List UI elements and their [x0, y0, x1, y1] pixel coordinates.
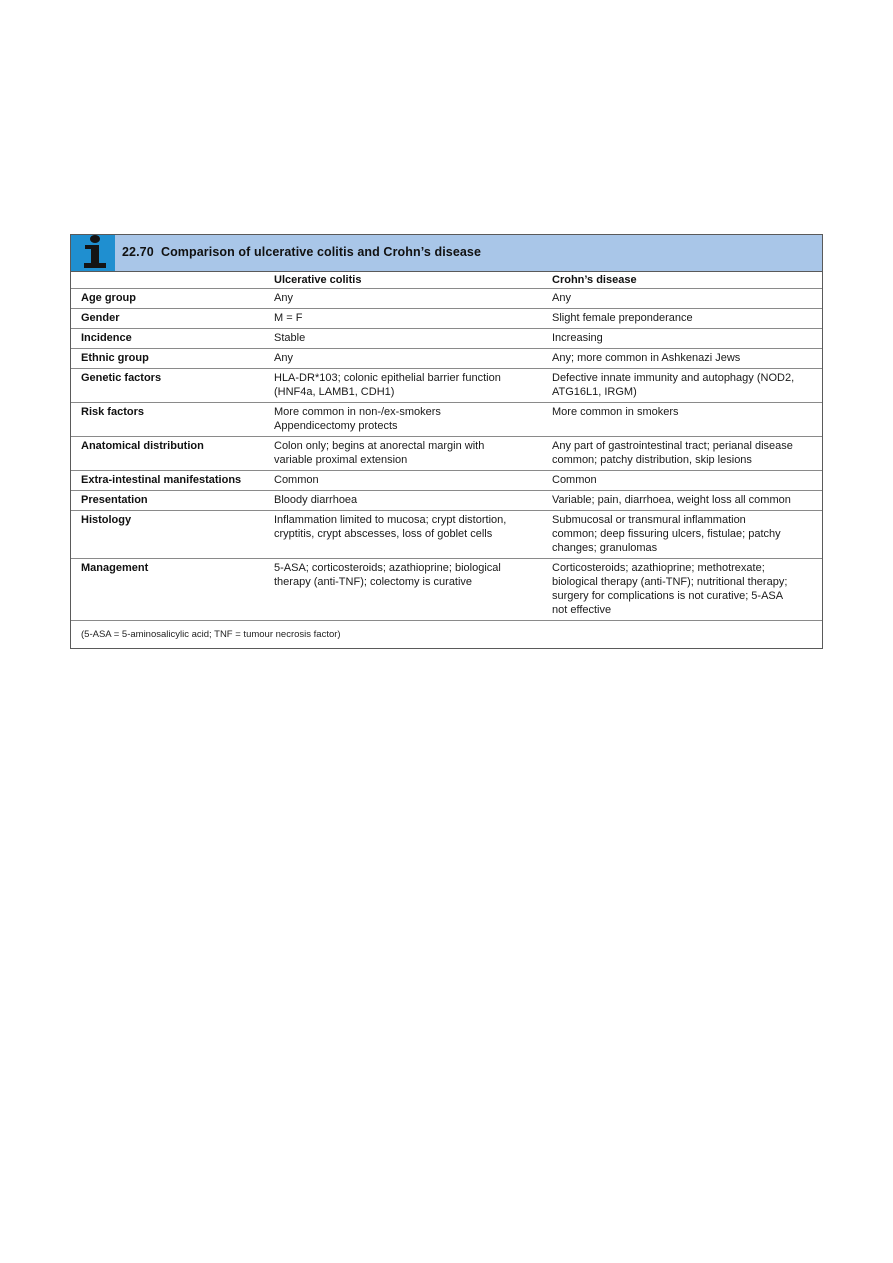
- cell-line: variable proximal extension: [274, 454, 408, 466]
- ulcerative-colitis-cell: [264, 437, 542, 471]
- cell-line: Any part of gastrointestinal tract; perianal disease: [552, 440, 793, 452]
- header-row: [71, 272, 822, 289]
- crohns-disease-cell: [542, 437, 822, 471]
- table-row: [71, 511, 822, 559]
- comparison-table-box: [70, 234, 823, 649]
- cell-line: (HNF4a, LAMB1, CDH1): [274, 386, 395, 398]
- row-label: Presentation: [81, 494, 148, 506]
- cell-line: Corticosteroids; azathioprine; methotrexate;: [552, 562, 765, 574]
- cell-line: Inflammation limited to mucosa; crypt distortion,: [274, 514, 507, 526]
- table-row: [71, 309, 822, 329]
- ulcerative-colitis-cell: [264, 309, 542, 329]
- crohns-disease-cell: [542, 511, 822, 559]
- table-row: [71, 349, 822, 369]
- table-row: [71, 289, 822, 309]
- crohns-disease-cell: [542, 289, 822, 309]
- ulcerative-colitis-cell: [264, 403, 542, 437]
- crohns-disease-cell: [542, 369, 822, 403]
- row-label: Management: [81, 562, 149, 574]
- ulcerative-colitis-cell: [264, 369, 542, 403]
- cell-line: cryptitis, crypt abscesses, loss of goblet cells: [274, 528, 493, 540]
- table-title-text: Comparison of ulcerative colitis and Crohn’s disease: [160, 245, 482, 259]
- table-title-banner: [71, 235, 822, 272]
- cell-line: common; deep fissuring ulcers, fistulae; patchy: [552, 528, 781, 540]
- row-label: Gender: [81, 312, 120, 324]
- cell-line: More common in smokers: [552, 406, 679, 418]
- ulcerative-colitis-cell: [264, 491, 542, 511]
- cell-line: Stable: [274, 332, 306, 344]
- cell-line: Slight female preponderance: [552, 312, 693, 324]
- cell-line: HLA-DR*103; colonic epithelial barrier function: [274, 372, 501, 384]
- crohns-disease-cell: [542, 349, 822, 369]
- table-row: [71, 471, 822, 491]
- cell-line: Variable; pain, diarrhoea, weight loss all common: [552, 494, 791, 506]
- row-label: Ethnic group: [81, 352, 149, 364]
- row-label: Risk factors: [81, 406, 144, 418]
- cell-line: Any; more common in Ashkenazi Jews: [552, 352, 741, 364]
- cell-line: Common: [274, 474, 319, 486]
- header-ulcerative-colitis: Ulcerative colitis: [274, 274, 362, 286]
- table-row: [71, 559, 822, 621]
- ulcerative-colitis-cell: [264, 329, 542, 349]
- cell-line: Increasing: [552, 332, 603, 344]
- cell-line: More common in non-/ex-smokers: [274, 406, 441, 418]
- cell-line: ATG16L1, IRGM): [552, 386, 637, 398]
- ulcerative-colitis-cell: [264, 511, 542, 559]
- row-label: Anatomical distribution: [81, 440, 204, 452]
- cell-line: 5-ASA; corticosteroids; azathioprine; biological: [274, 562, 501, 574]
- header-crohns-disease: Crohn’s disease: [552, 274, 637, 286]
- comparison-table: [71, 272, 822, 620]
- row-label: Histology: [81, 514, 132, 526]
- table-row: [71, 329, 822, 349]
- table-row: [71, 437, 822, 471]
- cell-line: Colon only; begins at anorectal margin with: [274, 440, 485, 452]
- crohns-disease-cell: [542, 309, 822, 329]
- row-label: Age group: [81, 292, 136, 304]
- row-label: Incidence: [81, 332, 132, 344]
- crohns-disease-cell: [542, 491, 822, 511]
- row-label: Extra-intestinal manifestations: [81, 474, 242, 486]
- cell-line: changes; granulomas: [552, 542, 658, 554]
- ulcerative-colitis-cell: [264, 289, 542, 309]
- table-title: [122, 245, 481, 259]
- cell-line: Bloody diarrhoea: [274, 494, 358, 506]
- cell-line: M = F: [274, 312, 303, 324]
- cell-line: common; patchy distribution, skip lesions: [552, 454, 752, 466]
- cell-line: surgery for complications is not curative; 5-ASA: [552, 590, 784, 602]
- info-icon: [71, 235, 115, 271]
- row-label: Genetic factors: [81, 372, 162, 384]
- cell-line: biological therapy (anti-TNF); nutritional therapy;: [552, 576, 788, 588]
- cell-line: Common: [552, 474, 597, 486]
- cell-line: therapy (anti-TNF); colectomy is curative: [274, 576, 473, 588]
- table-row: [71, 491, 822, 511]
- table-row: [71, 369, 822, 403]
- cell-line: Any: [274, 292, 293, 304]
- cell-line: Submucosal or transmural inflammation: [552, 514, 746, 526]
- crohns-disease-cell: [542, 403, 822, 437]
- crohns-disease-cell: [542, 329, 822, 349]
- table-row: [71, 403, 822, 437]
- cell-line: Any: [552, 292, 571, 304]
- header-blank: [71, 272, 264, 289]
- footnote: (5-ASA = 5-aminosalicylic acid; TNF = tumour necrosis factor): [71, 620, 822, 648]
- ulcerative-colitis-cell: [264, 559, 542, 621]
- cell-line: Defective innate immunity and autophagy (NOD2,: [552, 372, 795, 384]
- crohns-disease-cell: [542, 471, 822, 491]
- ulcerative-colitis-cell: [264, 349, 542, 369]
- cell-line: not effective: [552, 604, 612, 616]
- table-number: 22.70: [122, 245, 154, 259]
- ulcerative-colitis-cell: [264, 471, 542, 491]
- cell-line: Any: [274, 352, 293, 364]
- crohns-disease-cell: [542, 559, 822, 621]
- cell-line: Appendicectomy protects: [274, 420, 398, 432]
